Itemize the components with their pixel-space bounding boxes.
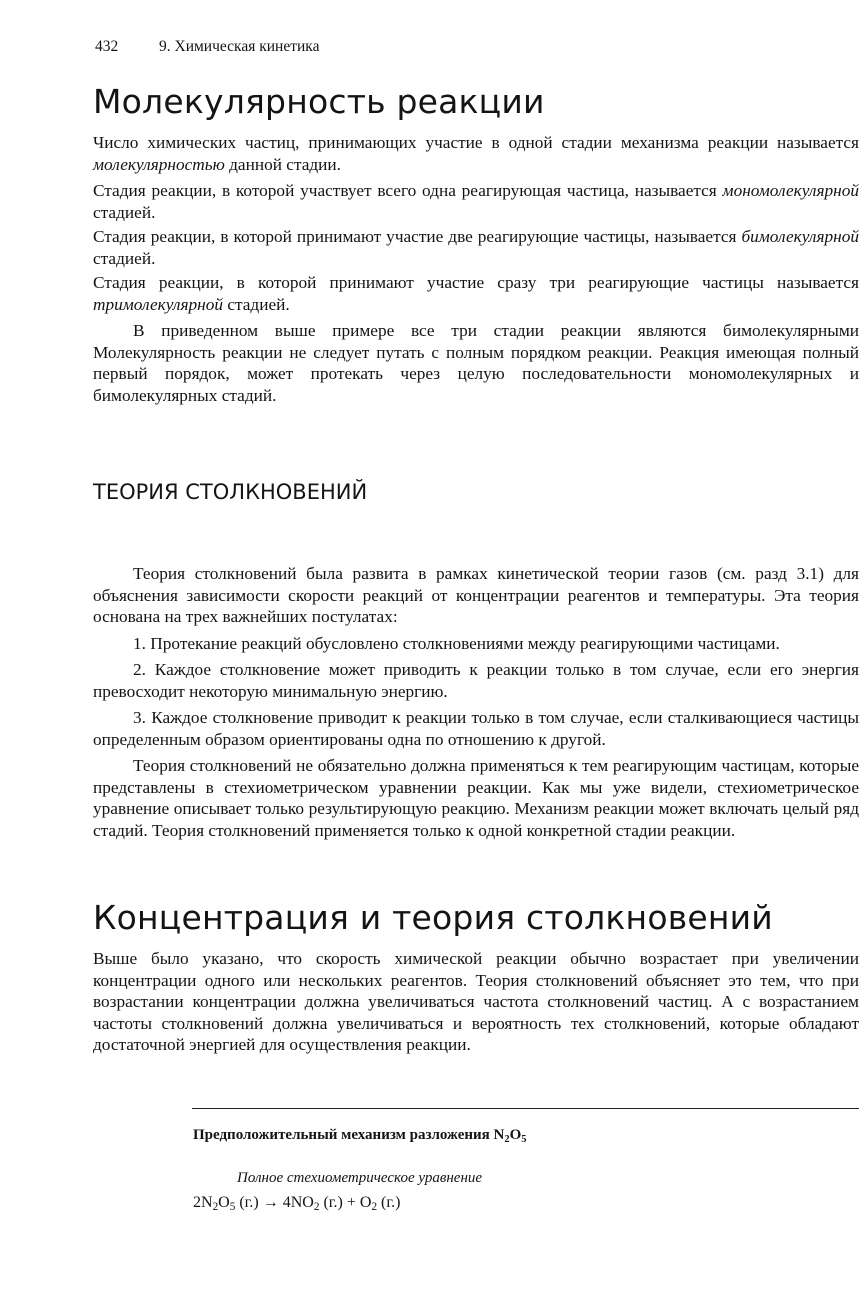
term-termolecular: тримолекулярной [93,294,223,314]
subsection-title-collision-theory: ТЕОРИЯ СТОЛКНОВЕНИЙ [93,480,368,504]
molecularity-vs-order [93,320,859,406]
molecularity-definitions [93,132,859,315]
paragraph-collision-closing: Теория столкновений не обязательно должна применяться к тем реагирующим частицам, которые представлены в стехиометрическом уравнении реакции. Как мы уже видели, стехиометрическое уравнение описывает только результирующую реакцию. Механизм реакции может включать целый ряд стадий. Теория столкновений применяется только к одной конкретной стадии реакции. [93,756,859,840]
paragraph-collision-intro: Теория столкновений была развита в рамках кинетической теории газов (см. разд 3.1) для объяснения зависимости скорости реакций от концентрации реагентов и температуры. Эта теория основана на трех важнейших постулатах: [93,564,859,626]
collision-theory-body [93,563,859,841]
paragraph-concentration: Выше было указано, что скорость химической реакции обычно возрастает при увеличении концентрации одного или нескольких реагентов. Теория столкновений объясняет это тем, что при возрастании концентрации должна увеличиваться частота столкновений частиц. А с возрастанием частоты столкновений должна увеличиваться и вероятность тех столкновений, которые обладают достаточной энергией для осуществления реакции. [93,949,859,1054]
section-title-molecularity: Молекулярность реакции [93,82,545,121]
postulate-2: 2. Каждое столкновение может приводить к реакции только в том случае, если его энергия превосходит некоторую минимальную энергию. [93,660,859,701]
running-header [95,38,319,56]
mechanism-box-subtitle: Полное стехиометрическое уравнение [237,1170,483,1186]
concentration-body [93,948,859,1056]
term-molecularity: молекулярностью [93,154,225,174]
stoichiometric-equation: $2N_2O_5$ $(г.) \to 4NO_2$ $(г.) + O_2$ (г.) [193,1194,401,1213]
postulate-3: 3. Каждое столкновение приводит к реакции только в том случае, если сталкивающиеся частицы определенным образом ориентированы одна по отношению к другой. [93,708,859,749]
chapter-title: 9. Химическая кинетика [159,38,320,55]
section-title-concentration: Концентрация и теория столкновений [93,898,773,937]
paragraph-bimolecular: Стадия реакции, в которой принимают участие две реагирующие частицы, называется бимолекулярной стадией. [93,227,859,268]
paragraph-molecularity-vs-order: В приведенном выше примере все три стадии реакции являются бимолекулярными Молекулярность реакции не следует путать с полным порядком реакции. Реакция имеющая полный первый порядок, может протекать через целую последовательности мономолекулярных и бимолекулярных стадий. [93,321,859,405]
paragraph-unimolecular: Стадия реакции, в которой участвует всего одна реагирующая частица, называется мономолекулярной стадией. [93,181,859,222]
box-top-rule [192,1108,859,1109]
term-bimolecular: бимолекулярной [741,227,859,246]
paragraph-termolecular: Стадия реакции, в которой принимают участие сразу три реагирующие частицы называется тримолекулярной стадией. [93,273,859,314]
postulate-1: 1. Протекание реакций обусловлено столкновениями между реагирующими частицами. [133,633,780,653]
page-number: 432 [95,38,119,55]
term-unimolecular: мономолекулярной [722,181,859,200]
mechanism-box-title: Предположительный механизм разложения $N_2O_5$ [193,1127,527,1145]
paragraph-molecularity-definition: Число химических частиц, принимающих участие в одной стадии механизма реакции называется молекулярностью данной стадии. [93,133,859,174]
